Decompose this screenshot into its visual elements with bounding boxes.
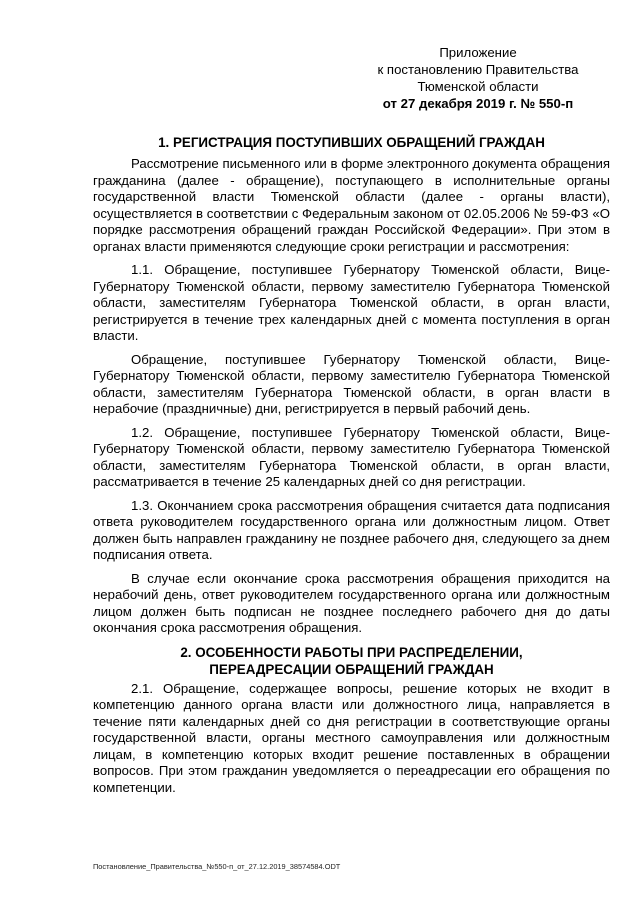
paragraph: 1.2. Обращение, поступившее Губернатору Тюменской области, Вице-Губернатору Тюменской области, первому заместителю Губернатора Тюменской области, заместителям Губернатора Тюменской области, в орган власти, рассматривается в течение 25 календарных дней со дня регистрации. xyxy=(93,424,610,489)
section-2-title xyxy=(93,644,610,678)
document-body xyxy=(93,134,610,803)
appendix-region: Тюменской области xyxy=(417,79,539,94)
paragraph: В случае если окончание срока рассмотрения обращения приходится на нерабочий день, ответ руководителем государственного органа или должностным лицом должен быть подписан не позднее последнего рабочего дня до даты окончания срока рассмотрения обращения. xyxy=(93,570,610,635)
paragraph: 1.3. Окончанием срока рассмотрения обращения считается дата подписания ответа руководителем государственного органа или должностным лицом. Ответ должен быть направлен гражданину не позднее рабочего дня, следующего за днем подписания ответа. xyxy=(93,497,610,562)
paragraph: Рассмотрение письменного или в форме электронного документа обращения гражданина (далее - обращение), поступающего в исполнительные органы государственной власти Тюменской области (далее - органы власти), осуществляется в соответствии с Федеральным законом от 02.05.2006 № 59-ФЗ «О порядке рассмотрения обращений граждан Российской Федерации». При этом в органах власти применяются следующие сроки регистрации и рассмотрения: xyxy=(93,156,610,254)
paragraph: Обращение, поступившее Губернатору Тюменской области, Вице-Губернатору Тюменской области, первому заместителю Губернатора Тюменской области, заместителям Губернатора Тюменской области, в орган власти в нерабочие (праздничные) дни, регистрируется в первый рабочий день. xyxy=(93,351,610,416)
paragraph: 2.1. Обращение, содержащее вопросы, решение которых не входит в компетенцию данного органа власти или должностного лица, направляется в течение пяти календарных дней со дня регистрации в соответствующие органы государственной власти, органы местного самоуправления или должностным лицам, в компетенцию которых входит решение поставленных в обращении вопросов. При этом гражданин уведомляется о переадресации его обращения по компетенции. xyxy=(93,680,610,795)
section-1-title xyxy=(93,134,610,151)
appendix-label: Приложение xyxy=(439,45,517,60)
appendix-header xyxy=(350,44,606,112)
appendix-date-number: от 27 декабря 2019 г. № 550-п xyxy=(382,96,574,111)
section-1-title-line: 1. РЕГИСТРАЦИЯ ПОСТУПИВШИХ ОБРАЩЕНИЙ ГРАЖДАН xyxy=(158,135,545,150)
paragraph: 1.1. Обращение, поступившее Губернатору Тюменской области, Вице-Губернатору Тюменской области, первому заместителю Губернатора Тюменской области, заместителям Губернатора Тюменской области, в орган власти, регистрируется в течение трех календарных дней с момента поступления в орган власти. xyxy=(93,262,610,343)
footer-filename: Постановление_Правительства_№550-п_от_27.12.2019_38574584.ODT xyxy=(93,862,341,871)
appendix-reference: к постановлению Правительства xyxy=(377,62,579,77)
section-2-title-line-1: 2. ОСОБЕННОСТИ РАБОТЫ ПРИ РАСПРЕДЕЛЕНИИ, xyxy=(180,644,523,660)
section-2-title-line-2: ПЕРЕАДРЕСАЦИИ ОБРАЩЕНИЙ ГРАЖДАН xyxy=(209,661,494,677)
